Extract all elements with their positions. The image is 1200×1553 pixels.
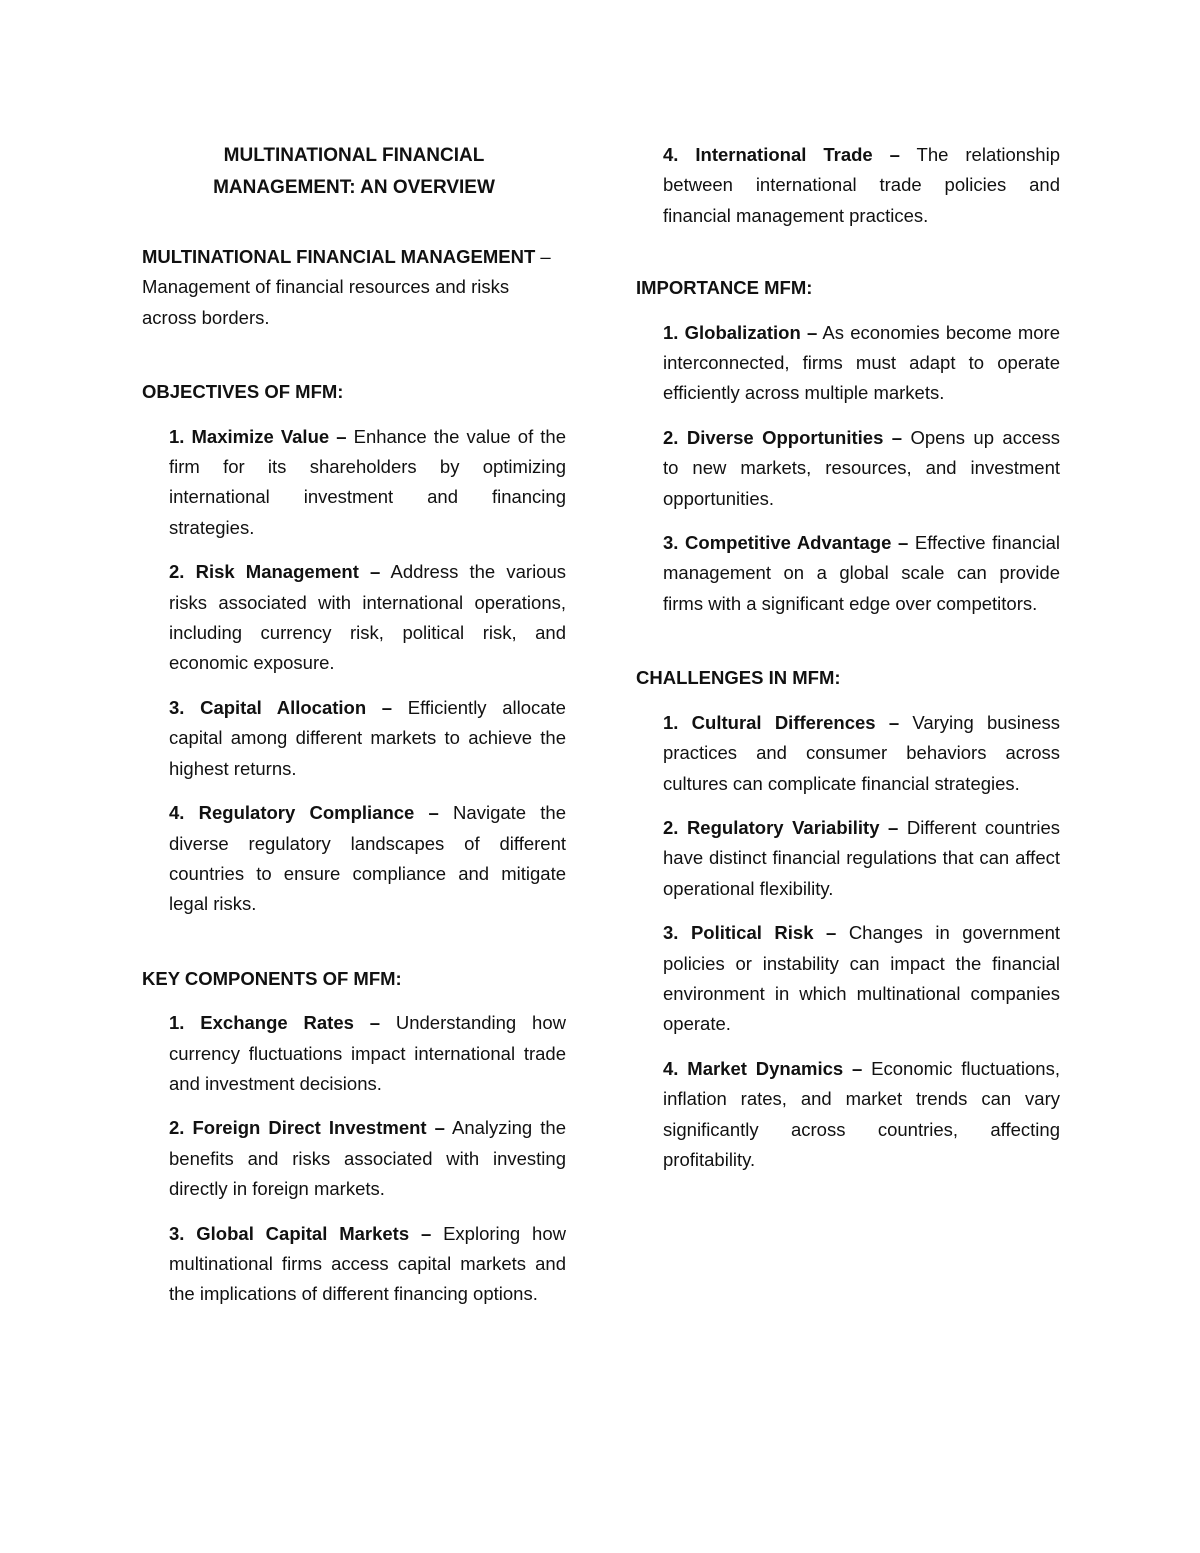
importance-item xyxy=(663,528,1060,619)
objective-item xyxy=(169,557,566,679)
challenge-term: 4. Market Dynamics – xyxy=(663,1057,863,1079)
objectives-list xyxy=(142,422,566,920)
intro-text: – Management of financial resources and risks across borders. xyxy=(142,246,551,328)
intro-definition xyxy=(142,242,566,333)
importance-item xyxy=(663,423,1060,514)
objective-item xyxy=(169,798,566,920)
challenge-term: 2. Regulatory Variability – xyxy=(663,816,899,838)
objective-term: 3. Capital Allocation – xyxy=(169,696,393,718)
component-text: Analyzing the benefits and risks associated with investing directly in foreign markets. xyxy=(169,1117,566,1200)
importance-term: 2. Diverse Opportunities – xyxy=(663,426,903,448)
importance-list xyxy=(636,318,1060,620)
challenge-text: Different countries have distinct financial regulations that can affect operational flexibility. xyxy=(663,816,1060,899)
objective-text: Enhance the value of the firm for its shareholders by optimizing international investment and financing strategies. xyxy=(169,425,567,538)
importance-text: As economies become more interconnected, firms must adapt to operate efficiently across multiple markets. xyxy=(663,321,1061,404)
objective-text: Navigate the diverse regulatory landscapes of different countries to ensure compliance and mitigate legal risks. xyxy=(169,802,567,915)
components-list xyxy=(142,1008,566,1310)
challenge-text: Varying business practices and consumer behaviors across cultures can complicate financial strategies. xyxy=(663,711,1060,794)
component-term: 3. Global Capital Markets – xyxy=(169,1222,432,1244)
objective-text: Efficiently allocate capital among different markets to achieve the highest returns. xyxy=(169,696,566,779)
challenge-item xyxy=(663,1054,1060,1176)
component-item xyxy=(663,140,1060,231)
challenge-text: Changes in government policies or instability can impact the financial environment in which multinational companies operate. xyxy=(663,922,1060,1035)
challenge-text: Economic fluctuations, inflation rates, and market trends can vary significantly across countries, affecting profitability. xyxy=(663,1057,1060,1170)
title-line-2: MANAGEMENT: AN OVERVIEW xyxy=(213,177,495,198)
objective-term: 4. Regulatory Compliance – xyxy=(169,802,439,824)
challenge-item xyxy=(663,813,1060,904)
component-item xyxy=(169,1008,566,1099)
challenge-term: 1. Cultural Differences – xyxy=(663,711,900,733)
objective-item xyxy=(169,422,566,544)
document-title xyxy=(142,140,566,204)
importance-text: Effective financial management on a global scale can provide firms with a significant edge over competitors. xyxy=(663,532,1060,614)
component-term: 4. International Trade – xyxy=(663,144,900,165)
importance-item xyxy=(663,318,1060,409)
component-term: 1. Exchange Rates – xyxy=(169,1012,381,1034)
component-text: Understanding how currency fluctuations impact international trade and investment decisions. xyxy=(169,1012,566,1094)
importance-text: Opens up access to new markets, resources, and investment opportunities. xyxy=(663,426,1060,509)
component-term: 2. Foreign Direct Investment – xyxy=(169,1117,445,1139)
importance-heading: IMPORTANCE MFM: xyxy=(636,277,813,299)
objectives-heading: OBJECTIVES OF MFM: xyxy=(142,381,344,403)
importance-term: 1. Globalization – xyxy=(663,321,818,343)
left-column xyxy=(142,140,566,1354)
title-line-1: MULTINATIONAL FINANCIAL xyxy=(223,145,485,166)
right-column xyxy=(636,140,1060,1219)
component-item xyxy=(169,1113,566,1204)
importance-term: 3. Competitive Advantage – xyxy=(663,532,909,554)
objective-text: Address the various risks associated with international operations, including currency risk, political risk, and economic exposure. xyxy=(169,561,567,674)
challenge-item xyxy=(663,708,1060,799)
objective-term: 1. Maximize Value – xyxy=(169,425,347,447)
component-text: Exploring how multinational firms access capital markets and the implications of different financing options. xyxy=(169,1222,566,1305)
challenges-list xyxy=(636,708,1060,1176)
component-item xyxy=(169,1219,566,1310)
objective-term: 2. Risk Management – xyxy=(169,561,381,583)
components-heading: KEY COMPONENTS OF MFM: xyxy=(142,967,402,989)
intro-term: MULTINATIONAL FINANCIAL MANAGEMENT xyxy=(142,246,536,267)
challenge-item xyxy=(663,918,1060,1040)
components-list-continued xyxy=(636,140,1060,231)
component-text: The relationship between international trade policies and financial management practices. xyxy=(663,144,1060,226)
challenges-heading: CHALLENGES IN MFM: xyxy=(636,667,841,689)
objective-item xyxy=(169,693,566,784)
challenge-term: 3. Political Risk – xyxy=(663,922,837,944)
